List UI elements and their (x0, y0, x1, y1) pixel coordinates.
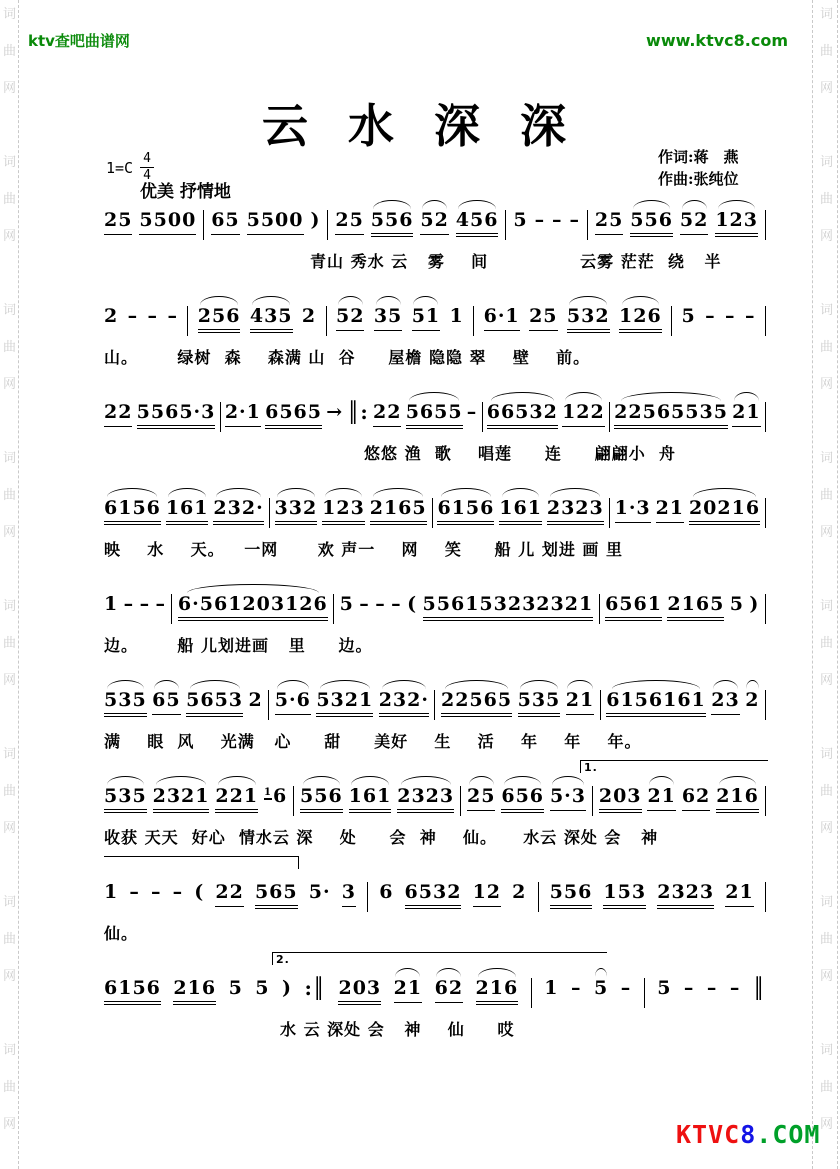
barline (644, 978, 645, 1008)
note-group: 3 (342, 882, 356, 907)
barline (203, 210, 204, 240)
barline (482, 402, 483, 432)
watermark-char: 词 (820, 1043, 834, 1058)
note-group: 216 (476, 978, 519, 1005)
note-group: 5500 (139, 210, 196, 235)
note-group: 123 (322, 498, 365, 525)
note-group: 556 (630, 210, 673, 237)
barline (531, 978, 532, 1008)
note-group: 21 (394, 978, 422, 1003)
barline (171, 594, 172, 624)
note-group: 5321 (316, 690, 373, 717)
note-group: 20216 (689, 498, 760, 525)
watermark-char: 词 (3, 155, 17, 170)
note-group: 25 (335, 210, 363, 235)
dash: – (534, 209, 546, 231)
watermark-char: 词 (820, 747, 834, 762)
note-group: 5500 (247, 210, 304, 235)
lyrics-line: 仙。 (104, 924, 139, 943)
note-group: 6156 (104, 978, 161, 1005)
notes-line (104, 674, 766, 720)
note-group: 22 (373, 402, 401, 427)
barline (609, 498, 610, 528)
lyrics-line: 山。 绿树 森 森满 山 谷 屋檐 隐隐 翠 壁 前。 (104, 348, 591, 367)
note-group: 216 (716, 786, 759, 813)
system (104, 953, 766, 1058)
note-group: 221 (215, 786, 258, 813)
notes-line (104, 290, 766, 336)
dash: – (359, 593, 370, 615)
barline (473, 306, 474, 336)
dash: – (552, 209, 563, 231)
barline (609, 402, 610, 432)
meter-bottom: 4 (143, 168, 151, 184)
watermark-char: 网 (3, 229, 17, 244)
barline (220, 402, 221, 432)
watermark-char: 网 (3, 377, 17, 392)
watermark-char: 词 (3, 747, 17, 762)
lyrics-line: 收获 天天 好心 情水云 深 处 会 神 仙。 水云 深处 会 神 (104, 828, 659, 847)
watermark-char: 词 (820, 451, 834, 466)
note-group: 52 (420, 210, 448, 235)
dash: – (150, 881, 162, 903)
watermark-char: 网 (820, 81, 834, 96)
note-group: 2 (104, 305, 119, 327)
system (104, 866, 766, 962)
notes-line (104, 578, 766, 624)
note-group: 25 (467, 786, 495, 811)
notes-line (104, 482, 766, 528)
volta-bracket (104, 856, 299, 869)
system (104, 482, 766, 578)
dash: – (155, 593, 167, 615)
note-group: 2 (745, 689, 760, 711)
barline (765, 882, 766, 912)
watermark-char: 网 (820, 969, 834, 984)
note-group: 2 (301, 305, 317, 327)
watermark-char: 网 (820, 525, 834, 540)
system (104, 578, 766, 674)
note-group: 5655 (406, 402, 463, 429)
watermark-char: 曲 (3, 784, 17, 799)
notes-line (104, 953, 766, 1008)
note-group: 2 (248, 689, 263, 711)
note-group: 5 (657, 977, 672, 999)
volta-bracket: 1. (580, 760, 768, 773)
note-group: 22565535 (614, 402, 728, 429)
barline (599, 594, 600, 624)
barline (333, 594, 334, 624)
note-group: 161 (499, 498, 542, 525)
watermark-char: 网 (3, 1117, 17, 1132)
note-group: 65 (211, 210, 239, 235)
watermark-char: 网 (3, 81, 17, 96)
watermark-char: 词 (3, 303, 17, 318)
barline (326, 306, 327, 336)
note-group: 556 (550, 882, 593, 909)
note-group: 6532 (405, 882, 462, 909)
tonality: 1=C (106, 158, 134, 177)
credits (658, 146, 739, 190)
watermark-char: 网 (3, 969, 17, 984)
breath-mark: → (326, 401, 344, 423)
barline (765, 786, 766, 816)
note-group: 66532 (487, 402, 558, 429)
barline (187, 306, 188, 336)
note-group: 52 (336, 306, 364, 331)
note-group: 2·1 (225, 402, 261, 427)
watermark-char: 曲 (820, 1080, 834, 1095)
note-group: 1·3 (615, 498, 651, 523)
dash: – (139, 593, 151, 615)
watermark-char: 曲 (3, 636, 17, 651)
watermark-char: 词 (3, 451, 17, 466)
note-group: 1 (104, 593, 119, 615)
note-group: 5 (729, 593, 744, 615)
note-group: 5· (308, 881, 331, 903)
barline (765, 690, 766, 720)
barline (765, 498, 766, 528)
dash: – (129, 881, 140, 903)
note-group: 123 (715, 210, 758, 237)
note-group: 12 (473, 882, 501, 907)
note-group: 203 (338, 978, 381, 1005)
barline (293, 786, 294, 816)
watermark-char: 曲 (820, 44, 834, 59)
lyrics-line: 悠悠 渔 歌 唱莲 连 翩翩小 舟 (364, 444, 676, 463)
watermark-char: 网 (820, 229, 834, 244)
footer-logo[interactable] (676, 1120, 821, 1149)
note-group: 256 (198, 306, 241, 333)
note-group: 6561 (605, 594, 662, 621)
watermark-char: 词 (3, 1043, 17, 1058)
watermark-char: 词 (820, 599, 834, 614)
paren: ) (282, 977, 293, 999)
site-url[interactable]: www.ktvc8.com (646, 31, 788, 50)
barline (765, 594, 766, 624)
repeat-barline: ║ (752, 976, 766, 1000)
system (104, 290, 766, 386)
system (104, 386, 766, 482)
note-group: 5·3 (550, 786, 586, 811)
note-group: 535 (518, 690, 561, 717)
repeat-barline: ║: (347, 400, 369, 424)
notes-line (104, 194, 766, 240)
page-title: 云 水 深 深 (261, 99, 579, 153)
watermark-right (820, 0, 838, 1169)
dash: – (375, 593, 386, 615)
system (104, 761, 766, 866)
note-group: 1 (104, 881, 119, 903)
watermark-char: 网 (820, 673, 834, 688)
watermark-char: 网 (3, 821, 17, 836)
note-group: 5653 (186, 690, 243, 717)
barline (765, 306, 766, 336)
composer-credit: 作曲:张纯位 (658, 170, 739, 188)
note-group: 5 (681, 305, 696, 327)
note-group: 161 (166, 498, 209, 525)
dash: – (391, 593, 402, 615)
lyrics-line: 满 眼 风 光满 心 甜 美好 生 活 年 年 年。 (104, 732, 642, 751)
dash: – (147, 305, 159, 327)
barline (538, 882, 539, 912)
watermark-char: 曲 (820, 784, 834, 799)
barline (460, 786, 461, 816)
barline (765, 210, 766, 240)
note-group: 232· (213, 498, 263, 525)
system (104, 194, 766, 290)
system (104, 674, 766, 770)
barline (432, 498, 433, 528)
watermark-char: 网 (820, 377, 834, 392)
note-group: 1 (449, 305, 464, 327)
tempo-marking: 优美 抒情地 (140, 182, 231, 202)
dash: – (167, 305, 178, 327)
note-group: 23 (711, 690, 739, 715)
watermark-char: 网 (3, 525, 17, 540)
watermark-char: 词 (3, 599, 17, 614)
note-group: 6·1 (484, 306, 520, 331)
notes-line (104, 386, 766, 432)
watermark-char: 曲 (3, 1080, 17, 1095)
dash: – (123, 593, 135, 615)
watermark-char: 词 (820, 155, 834, 170)
dash: – (725, 305, 736, 327)
note-group: 6156 (437, 498, 494, 525)
note-group: 565 (255, 882, 298, 909)
note-group: 21 (725, 882, 753, 907)
watermark-char: 网 (820, 1117, 834, 1132)
note-group: 435 (250, 306, 293, 333)
grace-note: 1 (264, 786, 272, 798)
note-group: 2323 (657, 882, 714, 909)
barline (434, 690, 435, 720)
note-group: 65 (152, 690, 180, 715)
dash: – (172, 881, 184, 903)
note-group: 5 (228, 977, 243, 999)
note-group: 556 (300, 786, 343, 813)
note-group: 556 (371, 210, 414, 237)
dash: – (706, 977, 718, 999)
watermark-char: 曲 (820, 488, 834, 503)
logo-segment-ktvc: KTVC (676, 1120, 741, 1149)
note-group: 6 (379, 881, 394, 903)
watermark-char: 词 (820, 7, 834, 22)
score (104, 194, 766, 1058)
watermark-char: 曲 (3, 932, 17, 947)
volta-bracket: 2. (272, 952, 607, 965)
barline (592, 786, 593, 816)
lyrics-line: 映 水 天。 一网 欢 声一 网 笑 船 儿 划进 画 里 (104, 540, 623, 559)
barline (268, 690, 269, 720)
watermark-left (3, 0, 21, 1169)
watermark-char: 词 (3, 7, 17, 22)
note-group: 2323 (547, 498, 604, 525)
logo-segment-com: .COM (756, 1120, 821, 1149)
note-group: 532 (567, 306, 610, 333)
note-group: 21 (566, 690, 594, 715)
note-group: 656 (501, 786, 544, 813)
note-group: 2321 (153, 786, 210, 813)
dash: – (569, 209, 580, 231)
watermark-char: 曲 (3, 340, 17, 355)
note-group: 22 (104, 402, 132, 427)
watermark-char: 曲 (820, 340, 834, 355)
watermark-char: 曲 (820, 192, 834, 207)
note-group: 5 (339, 593, 354, 615)
barline (367, 882, 368, 912)
barline (269, 498, 270, 528)
note-group: 122 (562, 402, 605, 427)
watermark-char: 词 (3, 895, 17, 910)
watermark-char: 曲 (820, 636, 834, 651)
note-group: 35 (374, 306, 402, 331)
note-group: 5 (255, 977, 270, 999)
paren: ) (749, 593, 760, 615)
note-group: 556153232321 (423, 594, 594, 621)
watermark-char: 曲 (3, 44, 17, 59)
paren: ) (310, 209, 321, 231)
dash: – (744, 305, 756, 327)
note-group: 62 (435, 978, 463, 1003)
watermark-char: 词 (820, 895, 834, 910)
note-group: 25 (529, 306, 557, 331)
note-group: 21 (732, 402, 760, 427)
note-group: 22 (215, 882, 243, 907)
note-group: 25 (595, 210, 623, 235)
logo-segment-8: 8 (740, 1120, 757, 1149)
site-logo[interactable]: ktv查吧曲谱网 (28, 32, 130, 50)
watermark-char: 网 (3, 673, 17, 688)
note-group: $^1$6 (264, 785, 288, 807)
note-group: 232· (379, 690, 429, 717)
lyrics-line: 边。 船 儿划进画 里 边。 (104, 636, 373, 655)
dash: – (705, 305, 716, 327)
lyrics-line: 青山 秀水 云 雾 间 云雾 茫茫 绕 半 (310, 252, 722, 271)
paren: ( (407, 593, 418, 615)
dash: – (570, 977, 582, 999)
dash: – (683, 977, 695, 999)
note-group: 535 (104, 786, 147, 813)
notes-line (104, 866, 766, 912)
paren: ( (194, 881, 205, 903)
dash: – (466, 401, 478, 423)
note-group: 21 (647, 786, 675, 811)
note-group: 6156161 (606, 690, 706, 717)
note-group: 5565·3 (137, 402, 216, 429)
barline (327, 210, 328, 240)
lyrics-line: 水 云 深处 会 神 仙 哎 (280, 1020, 515, 1039)
watermark-char: 词 (820, 303, 834, 318)
lyricist-credit: 作词:蒋 燕 (658, 148, 739, 166)
note-group: 161 (349, 786, 392, 813)
note-group: 6·561203126 (178, 594, 328, 621)
barline (765, 402, 766, 432)
note-group: 535 (104, 690, 147, 717)
barline (671, 306, 672, 336)
watermark-char: 网 (820, 821, 834, 836)
barline (600, 690, 601, 720)
note-group: 5·6 (275, 690, 311, 715)
dash: – (729, 977, 741, 999)
barline (505, 210, 506, 240)
note-group: 153 (603, 882, 646, 909)
meter-top: 4 (140, 152, 154, 168)
note-group: 5 (513, 209, 528, 231)
note-group: 332 (275, 498, 318, 525)
note-group: 216 (173, 978, 216, 1005)
note-group: 62 (682, 786, 710, 811)
repeat-barline: :║ (304, 976, 326, 1000)
note-group: 6565 (265, 402, 322, 429)
dash: – (620, 977, 632, 999)
note-group: 51 (412, 306, 440, 331)
note-group: 456 (456, 210, 499, 237)
note-group: 52 (680, 210, 708, 235)
note-group: 6156 (104, 498, 161, 525)
watermark-char: 曲 (3, 488, 17, 503)
dash: – (127, 305, 139, 327)
note-group: 203 (599, 786, 642, 813)
note-group: 2165 (370, 498, 427, 525)
dashed-border-right (812, 0, 813, 1169)
watermark-char: 曲 (820, 932, 834, 947)
barline (587, 210, 588, 240)
note-group: 126 (619, 306, 662, 333)
note-group: 1 (544, 977, 559, 999)
note-group: 2165 (667, 594, 724, 621)
note-group: 25 (104, 210, 132, 235)
watermark-char: 曲 (3, 192, 17, 207)
note-group: 22565 (441, 690, 512, 717)
note-group: 2323 (397, 786, 454, 813)
note-group: 21 (656, 498, 684, 523)
note-group: 2 (512, 881, 527, 903)
note-group: 5 (593, 977, 609, 999)
notes-line (104, 761, 766, 816)
